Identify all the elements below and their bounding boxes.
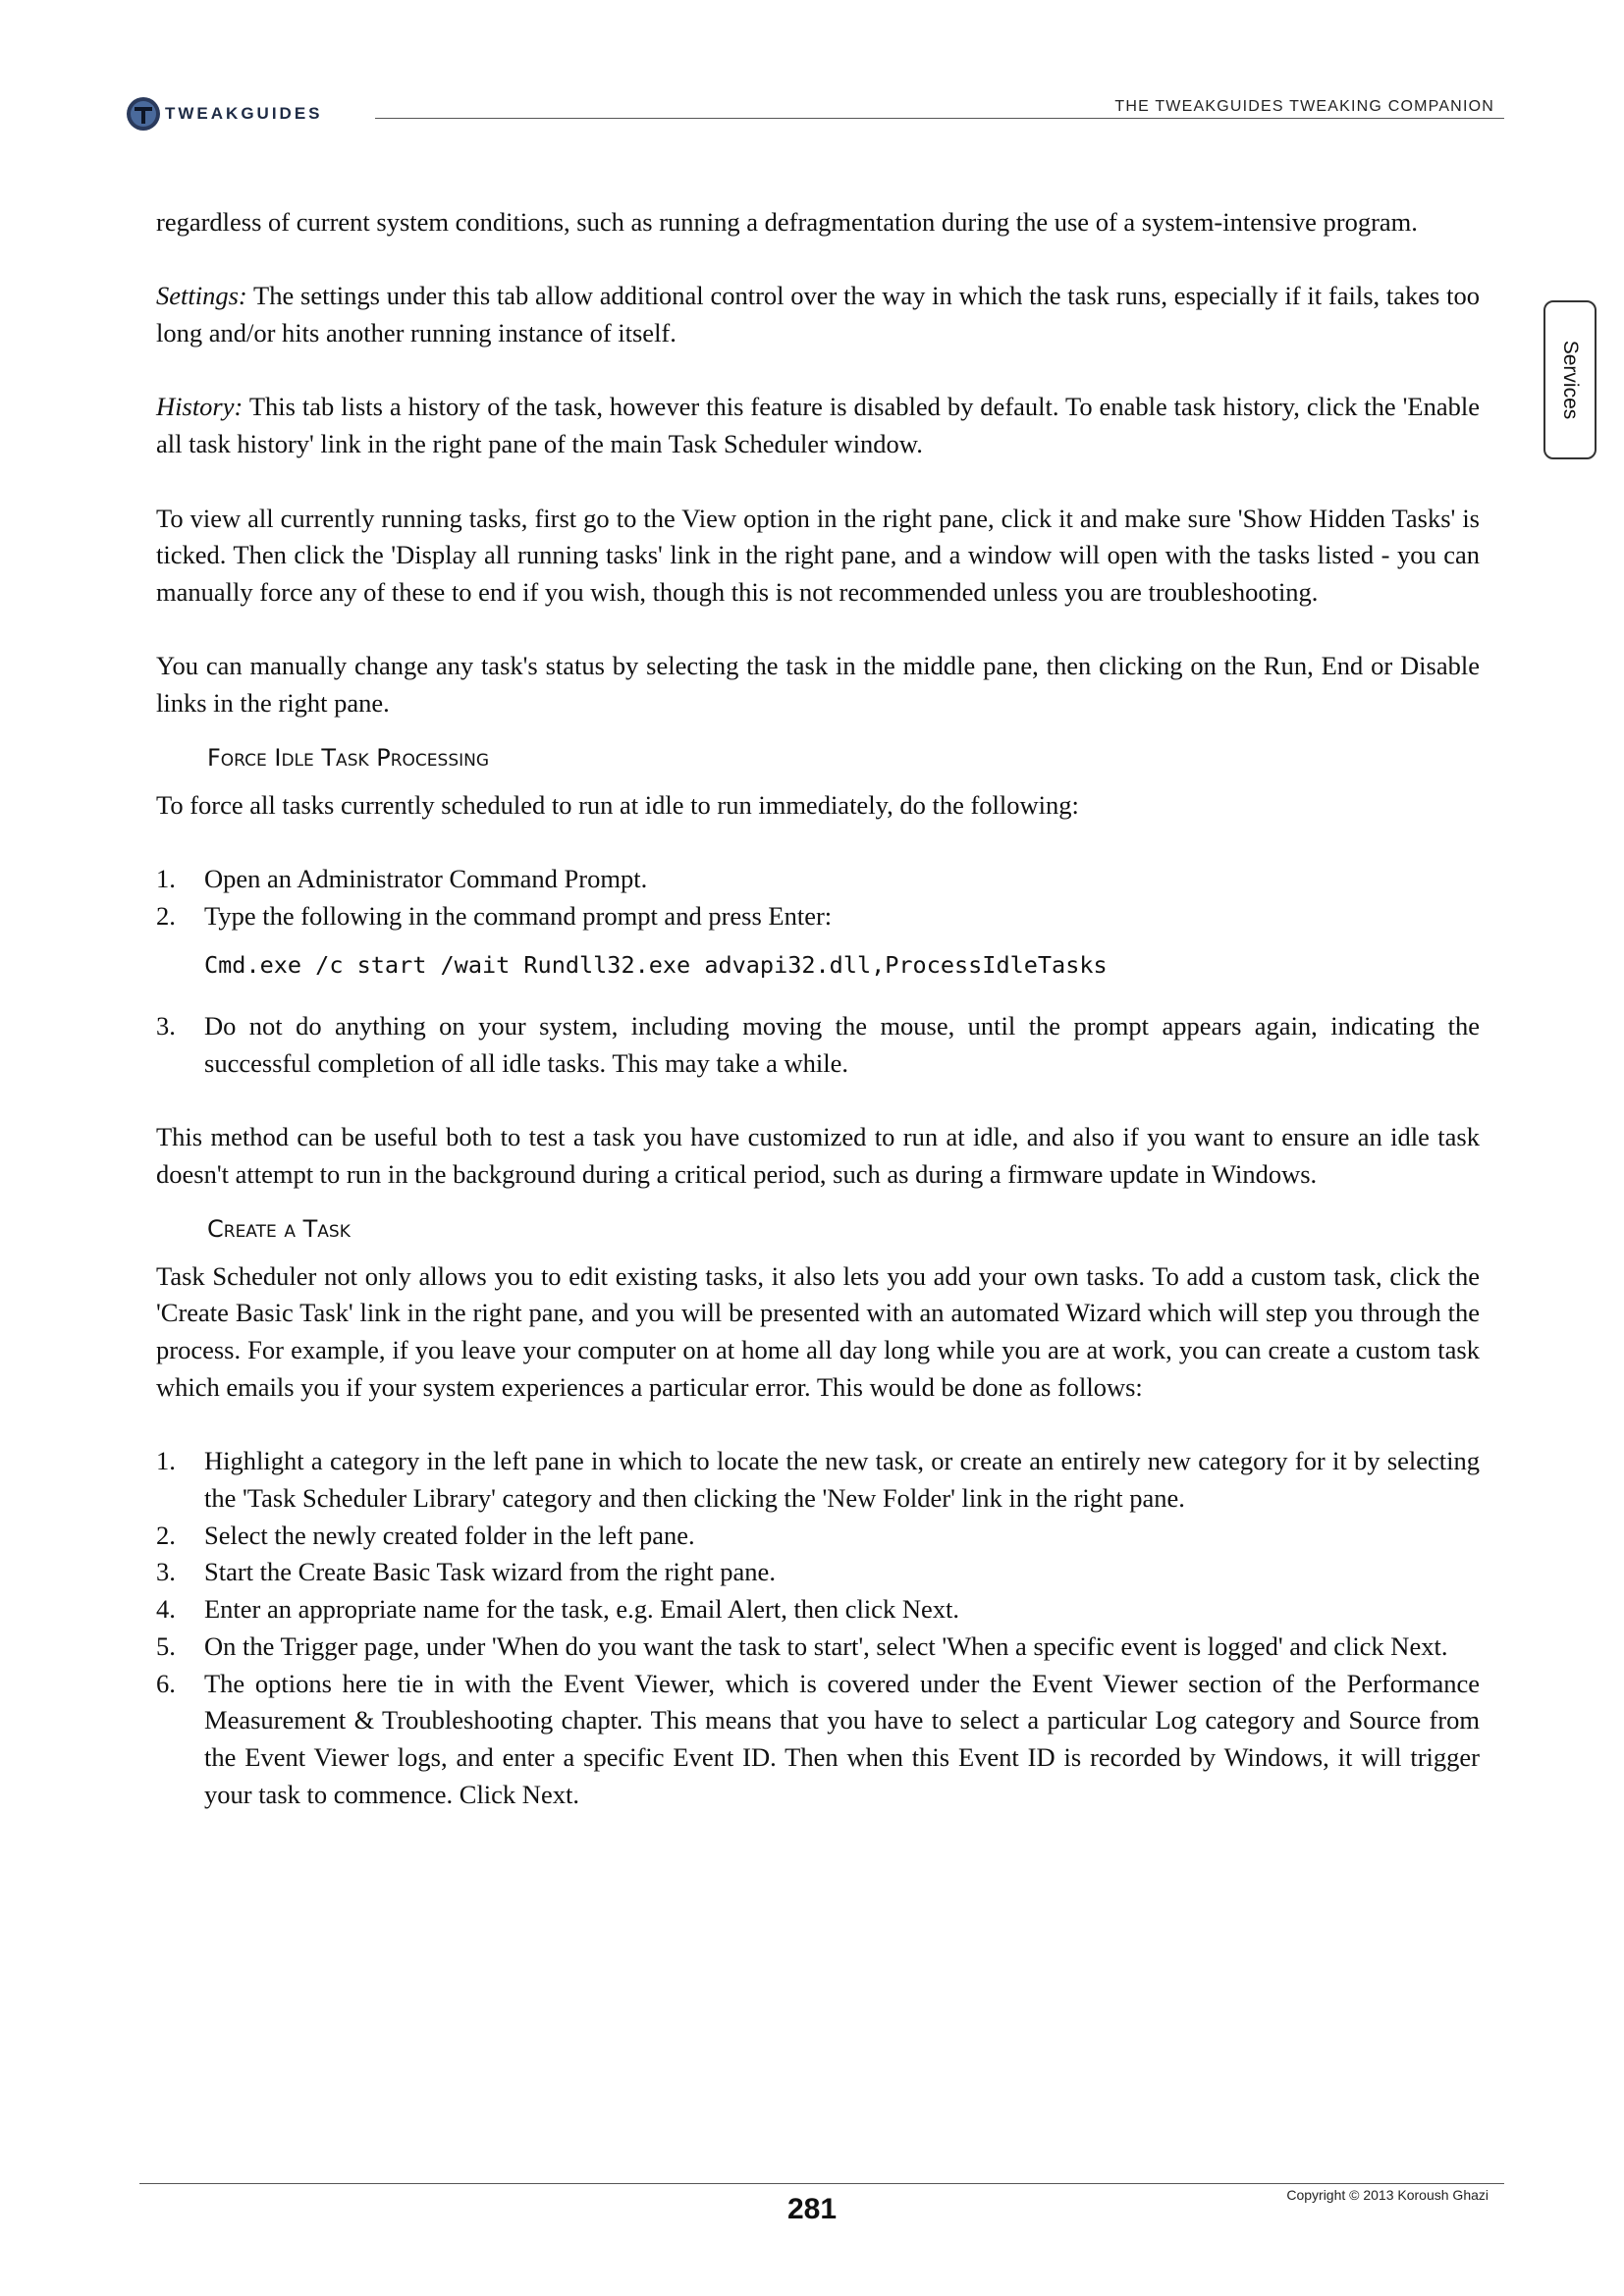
paragraph: To force all tasks currently scheduled to run at idle to run immediately, do the following: xyxy=(156,789,1079,820)
term-label: History: xyxy=(156,392,244,422)
list-item xyxy=(156,1554,1480,1591)
section-side-tab[interactable] xyxy=(1543,300,1597,459)
list-text: Do not do anything on your system, including moving the mouse, until the prompt appears again, indicating the successful completion of all idle tasks. This may take a while. xyxy=(204,1011,1480,1078)
header-title: THE TWEAKGUIDES TWEAKING COMPANION xyxy=(1114,98,1494,115)
paragraph: This method can be useful both to test a task you have customized to run at idle, and also if you want to ensure an idle task doesn't attempt to run in the background during a critical period, such as during a firmware update in Windows. xyxy=(156,1122,1480,1190)
side-tab-label: Services xyxy=(1559,340,1582,420)
page-content xyxy=(156,204,1480,1850)
list-item xyxy=(156,1443,1480,1517)
numbered-list xyxy=(156,1443,1480,1813)
list-number: 2. xyxy=(156,900,176,931)
list-number: 1. xyxy=(156,864,176,894)
page-number: 281 xyxy=(786,2193,838,2225)
copyright-notice: Copyright © 2013 Koroush Ghazi xyxy=(1286,2187,1489,2203)
list-item xyxy=(156,1518,1480,1555)
list-item xyxy=(156,861,1480,898)
list-number: 3. xyxy=(156,1011,176,1041)
section-heading: Force Idle Task Processing xyxy=(207,743,490,772)
list-item xyxy=(156,1008,1480,1082)
paragraph-text: The settings under this tab allow additional control over the way in which the task runs, especially if it fails, takes too long and/or hits another running instance of itself. xyxy=(156,281,1480,348)
paragraph: Task Scheduler not only allows you to edit existing tasks, it also lets you add your own tasks. To add a custom task, click the 'Create Basic Task' link in the right pane, and you will be presented with an automated Wizard which will step you through the process. For example, if you leave your computer on at home all day long while you are at work, you can create a custom task which emails you if your system experiences a particular error. This would be done as follows: xyxy=(156,1260,1480,1402)
list-text: Select the newly created folder in the left pane. xyxy=(204,1520,695,1550)
paragraph: regardless of current system conditions, such as running a defragmentation during the use of a system-intensive program. xyxy=(156,207,1418,237)
paragraph-settings xyxy=(156,278,1480,351)
list-number: 3. xyxy=(156,1557,176,1587)
paragraph: To view all currently running tasks, first go to the View option in the right pane, click it and make sure 'Show Hidden Tasks' is ticked. Then click the 'Display all running tasks' link in the right pane, and a window will open with the tasks listed - you can manually force any of these to end if you wish, though this is not recommended unless you are troubleshooting. xyxy=(156,503,1480,607)
paragraph-text: This tab lists a history of the task, however this feature is disabled by default. To enable task history, click the 'Enable all task history' link in the right pane of the main Task Scheduler window. xyxy=(156,392,1480,459)
list-text: Highlight a category in the left pane in which to locate the new task, or create an entirely new category for it by selecting the 'Task Scheduler Library' category and then clicking the 'New Folder' link in the right pane. xyxy=(204,1446,1480,1513)
list-item xyxy=(156,1591,1480,1629)
list-text: On the Trigger page, under 'When do you want the task to start', select 'When a specific event is logged' and click Next. xyxy=(204,1630,1448,1661)
term-label: Settings: xyxy=(156,281,247,311)
numbered-list xyxy=(156,861,1480,934)
command-code: Cmd.exe /c start /wait Rundll32.exe advapi32.dll,ProcessIdleTasks xyxy=(204,950,1108,979)
list-number: 2. xyxy=(156,1520,176,1550)
list-number: 1. xyxy=(156,1446,176,1476)
paragraph-history xyxy=(156,389,1480,462)
footer-rule xyxy=(139,2183,1504,2184)
section-heading: Create a Task xyxy=(207,1214,351,1243)
tweakguides-logo-icon xyxy=(126,96,161,132)
list-text: Start the Create Basic Task wizard from the right pane. xyxy=(204,1557,776,1587)
paragraph: You can manually change any task's status by selecting the task in the middle pane, then clicking on the Run, End or Disable links in the right pane. xyxy=(156,651,1480,719)
list-text: Type the following in the command prompt and press Enter: xyxy=(204,900,833,931)
list-text: Enter an appropriate name for the task, e.g. Email Alert, then click Next. xyxy=(204,1594,959,1625)
list-number: 6. xyxy=(156,1668,176,1698)
list-item xyxy=(156,898,1480,935)
list-number: 5. xyxy=(156,1630,176,1661)
list-item xyxy=(156,1629,1480,1666)
numbered-list xyxy=(156,1008,1480,1082)
list-text: Open an Administrator Command Prompt. xyxy=(204,864,648,894)
logo-text: TWEAKGUIDES xyxy=(165,104,323,123)
header-rule xyxy=(375,118,1504,119)
list-text: The options here tie in with the Event Viewer, which is covered under the Event Viewer section of the Performance Measurement & Troubleshooting chapter. This means that you have to select a particular Log category and Source from the Event Viewer logs, and enter a specific Event ID. Then when this Event ID is recorded by Windows, it will trigger your task to commence. Click Next. xyxy=(204,1668,1480,1809)
list-number: 4. xyxy=(156,1594,176,1625)
list-item xyxy=(156,1666,1480,1814)
